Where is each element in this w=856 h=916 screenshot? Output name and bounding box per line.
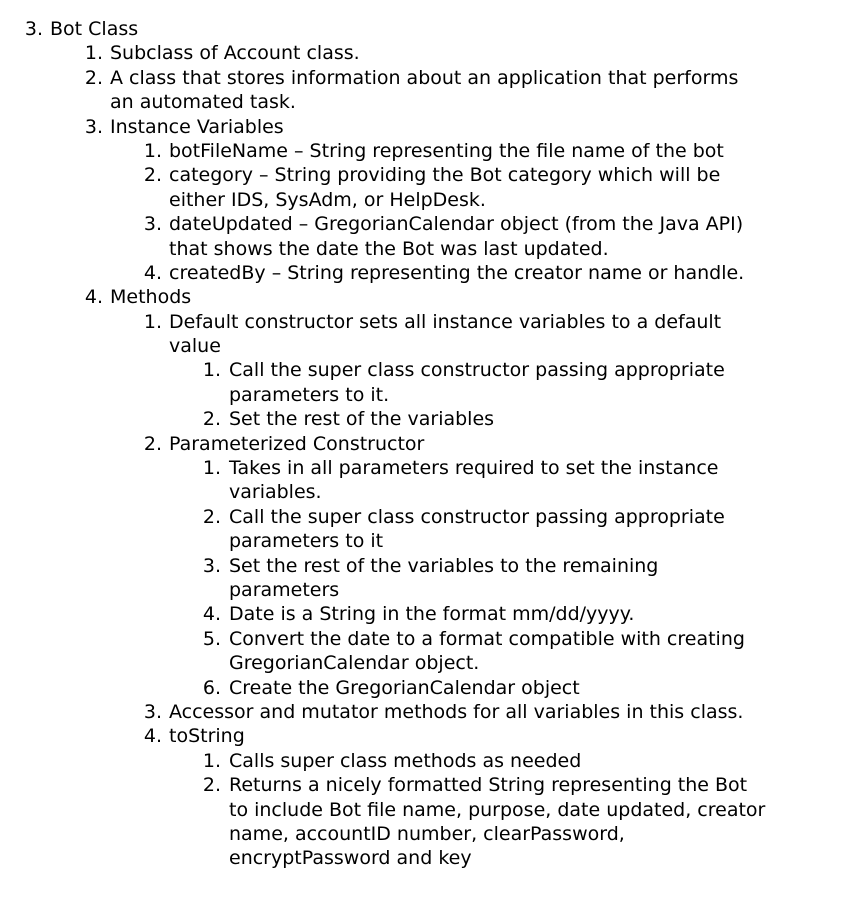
list-item-text: Set the rest of the variables to the remaining (229, 554, 659, 577)
list-item (0, 432, 856, 456)
list-item-number: 4. (143, 725, 162, 748)
list-item-number: 1. (84, 42, 103, 65)
list-item (0, 554, 856, 578)
list-item-number: 6. (202, 676, 221, 699)
list-item (0, 724, 856, 748)
list-item (0, 505, 856, 529)
list-item (0, 358, 856, 382)
list-item-number: 2. (202, 408, 221, 431)
section-number: 3. (24, 18, 43, 40)
list-item-continuation (0, 529, 856, 553)
list-item-number: 1. (143, 310, 162, 333)
list-item-text: dateUpdated – GregorianCalendar object (from the Java API) (169, 213, 744, 236)
list-item-number: 1. (202, 359, 221, 382)
list-item-text: Default constructor sets all instance variables to a default (169, 310, 722, 333)
list-item-text: Subclass of Account class. (110, 42, 360, 65)
list-item-text: an automated task. (110, 91, 296, 114)
list-item-continuation (0, 334, 856, 358)
list-item-text: Methods (110, 286, 192, 309)
list-item-number: 3. (202, 554, 221, 577)
list-item-number: 2. (143, 432, 162, 455)
list-item-number: 2. (84, 66, 103, 89)
list-item-number: 5. (202, 627, 221, 650)
list-item (0, 285, 856, 309)
list-item (0, 602, 856, 626)
list-item-text: Date is a String in the format mm/dd/yyyy. (229, 603, 635, 626)
list-item-continuation (0, 383, 856, 407)
section-title: Bot Class (50, 18, 139, 40)
list-item-continuation (0, 822, 856, 846)
list-item (0, 261, 856, 285)
list-item-text: Parameterized Constructor (169, 432, 425, 455)
list-item-text: category – String providing the Bot category which will be (169, 164, 721, 187)
list-item-number: 3. (84, 115, 103, 138)
document (0, 17, 856, 871)
list-item-number: 4. (84, 286, 103, 309)
list-item (0, 66, 856, 90)
list-item-text: Convert the date to a format compatible with creating (229, 627, 745, 650)
list-item-number: 3. (143, 213, 162, 236)
list-item-text: Set the rest of the variables (229, 408, 495, 431)
list-item-continuation (0, 480, 856, 504)
list-item-text: parameters to it (229, 530, 384, 553)
list-item-text: parameters (229, 578, 340, 601)
list-item-text: createdBy – String representing the creator name or handle. (169, 261, 745, 284)
list-item-text: parameters to it. (229, 383, 390, 406)
list-item-continuation (0, 651, 856, 675)
list-item (0, 163, 856, 187)
list-item-text: Call the super class constructor passing appropriate (229, 505, 725, 528)
list-item-text: toString (169, 725, 245, 748)
list-item-continuation (0, 578, 856, 602)
list-item (0, 115, 856, 139)
list-item-continuation (0, 798, 856, 822)
list-item (0, 773, 856, 797)
list-item-continuation (0, 188, 856, 212)
list-item (0, 310, 856, 334)
list-item-text: Takes in all parameters required to set the instance (229, 457, 719, 480)
list-item-text: Returns a nicely formatted String representing the Bot (229, 774, 748, 797)
list-item (0, 700, 856, 724)
list-item-text: A class that stores information about an application that performs (110, 66, 739, 89)
list-item (0, 676, 856, 700)
list-item-number: 1. (202, 749, 221, 772)
list-item (0, 456, 856, 480)
list-item-text: GregorianCalendar object. (229, 652, 480, 675)
list-item-continuation (0, 90, 856, 114)
list-item-text: Calls super class methods as needed (229, 749, 582, 772)
list-item-text: that shows the date the Bot was last updated. (169, 237, 609, 260)
list-item-text: encryptPassword and key (229, 847, 472, 870)
list-item-text: to include Bot file name, purpose, date updated, creator (229, 798, 766, 821)
section-heading (0, 17, 856, 41)
list-item-number: 1. (202, 457, 221, 480)
list-item (0, 41, 856, 65)
list-item-number: 4. (143, 261, 162, 284)
list-item-continuation (0, 846, 856, 870)
list-item-text: Create the GregorianCalendar object (229, 676, 580, 699)
list-item-text: Call the super class constructor passing appropriate (229, 359, 725, 382)
list-item (0, 212, 856, 236)
list-item-number: 2. (202, 505, 221, 528)
outline-list (0, 41, 856, 870)
list-item (0, 749, 856, 773)
list-item-number: 1. (143, 139, 162, 162)
list-item-number: 2. (202, 774, 221, 797)
list-item-text: name, accountID number, clearPassword, (229, 822, 625, 845)
list-item-text: Instance Variables (110, 115, 284, 138)
list-item (0, 627, 856, 651)
list-item-text: value (169, 335, 221, 358)
list-item-text: variables. (229, 481, 322, 504)
list-item-text: Accessor and mutator methods for all variables in this class. (169, 700, 744, 723)
list-item (0, 139, 856, 163)
list-item-number: 3. (143, 700, 162, 723)
list-item-number: 4. (202, 603, 221, 626)
list-item-text: either IDS, SysAdm, or HelpDesk. (169, 188, 486, 211)
list-item (0, 407, 856, 431)
list-item-number: 2. (143, 164, 162, 187)
list-item-text: botFileName – String representing the file name of the bot (169, 139, 724, 162)
list-item-continuation (0, 237, 856, 261)
